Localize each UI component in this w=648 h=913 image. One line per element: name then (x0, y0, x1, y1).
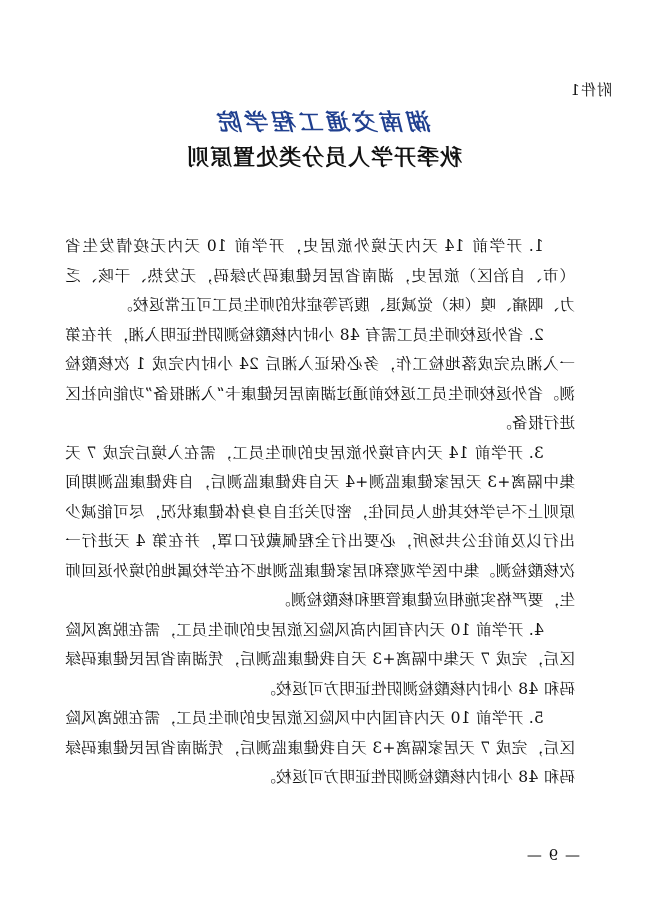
paragraph-4: 4. 开学前 10 天内有国内高风险区旅居史的师生员工，需在脱离风险区后，完成 7 天集中隔离+3 天自我健康监测后，凭湖南省居民健康码绿码和 48 小时内核酸检测阴性证明方可返校。 (65, 620, 575, 698)
page-number: — 9 — (525, 846, 580, 864)
paragraph-2: 2. 省外返校师生员工需有 48 小时内核酸检测阴性证明入湘，并在第一入湘点完成落地检工作，务必保证入湘后 24 小时内完成 1 次核酸检测。省外返校师生员工返校前通过湖南居民健康卡“入湘报备”功能向社区进行报备。 (65, 325, 575, 432)
document-body (65, 232, 575, 793)
paragraph-1: 1. 开学前 14 天内无境外旅居史，开学前 10 天内无疫情发生省（市、自治区）旅居史，湖南省居民健康码为绿码，无发热、干咳、乏力、咽痛、嗅（味）觉减退、腹泻等症状的师生员工可正常返校。 (65, 237, 575, 314)
organization-name: 湖南交通工程学院 (216, 109, 432, 136)
paragraph-5: 5. 开学前 10 天内有国内中风险区旅居史的师生员工，需在脱离风险区后，完成 7 天居家隔离+3 天自我健康监测后，凭湖南省居民健康码绿码和 48 小时内核酸检测阴性证明方可返校。 (65, 709, 575, 786)
paragraph-3: 3. 开学前 14 天内有境外旅居史的师生员工，需在入境后完成 7 天集中隔离+3 天居家健康监测+4 天自我健康监测后，自我健康监测期间原则上不与学校其他人员同住，密切关注自身身体健康状况，尽可能减少出行以及前往公共场所，必要出行全程佩戴好口罩，并在第 4 天进行一次核酸检测。集中医学观察和居家健康监测地不在学校属地的境外返回师生，要严格实施相应健康管理和核酸检测。 (65, 443, 575, 609)
attachment-label: 附件1 (569, 81, 612, 99)
document-title: 秋季开学人员分类处置原则 (186, 146, 463, 171)
